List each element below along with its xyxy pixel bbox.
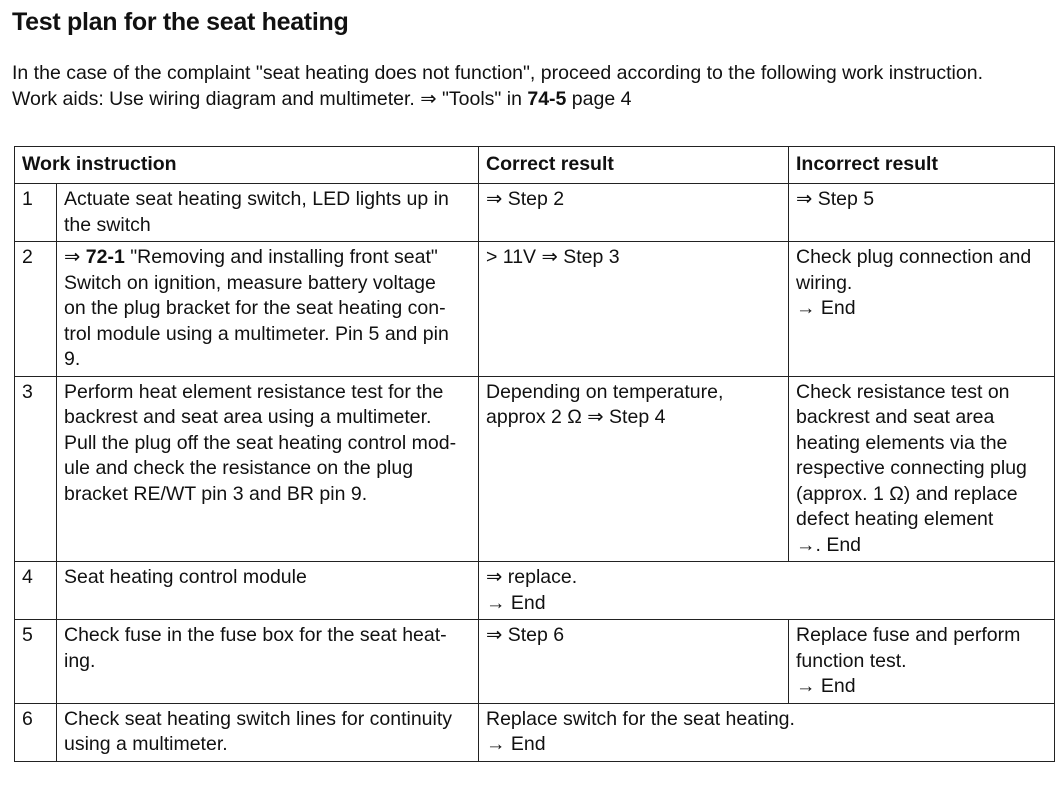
result-line: Check plug connection and	[796, 246, 1032, 268]
result-line: approx 2 Ω ⇒ Step 4	[486, 406, 666, 428]
intro-line-2-pre: Work aids: Use wiring diagram and multimeter. ⇒ "Tools" in	[12, 88, 528, 110]
result-line: (approx. 1 Ω) and replace	[796, 482, 1018, 505]
step-number: 6	[15, 703, 57, 761]
table-row	[15, 562, 1055, 620]
table-header-row	[15, 147, 1055, 184]
step-number: 4	[15, 562, 57, 620]
result-line: defect heating element	[796, 508, 994, 530]
result-line: wiring.	[796, 271, 853, 294]
instruction-line: Check seat heating switch lines for continuity	[64, 707, 453, 730]
intro-line-1: In the case of the complaint "seat heating does not function", proceed according to the following work instruction.	[12, 62, 984, 84]
work-instruction-cell	[57, 562, 479, 620]
instruction-line: ing.	[64, 649, 96, 672]
work-instruction-cell	[57, 184, 479, 242]
incorrect-result-cell	[789, 184, 1055, 242]
result-line: Check resistance test on	[796, 380, 1010, 403]
repair-group-ref: 72-1	[85, 246, 125, 268]
work-instruction-cell	[57, 376, 479, 562]
incorrect-result-cell	[789, 242, 1055, 377]
instruction-line: Perform heat element resistance test for the	[64, 380, 444, 403]
result-line: → End	[796, 297, 856, 319]
result-line: ⇒ Step 5	[796, 188, 875, 210]
intro-line-2	[12, 86, 1057, 112]
result-line: →. End	[796, 533, 862, 556]
instruction-line: Check fuse in the fuse box for the seat heat-	[64, 624, 447, 646]
correct-result-cell	[479, 184, 789, 242]
ref-arrow: ⇒	[64, 246, 86, 268]
instruction-line: Actuate seat heating switch, LED lights up in	[64, 188, 449, 210]
instruction-line: Switch on ignition, measure battery voltage	[64, 271, 436, 294]
correct-result-cell	[479, 376, 789, 562]
ref-title: "Removing and installing front seat"	[124, 246, 438, 268]
incorrect-result-cell	[789, 620, 1055, 704]
step-number: 1	[15, 184, 57, 242]
instruction-line: backrest and seat area using a multimeter.	[64, 406, 432, 428]
instruction-line: on the plug bracket for the seat heating con-	[64, 297, 446, 319]
header-incorrect-result: Incorrect result	[789, 147, 1055, 184]
correct-result-cell	[479, 620, 789, 704]
table-row	[15, 184, 1055, 242]
work-instruction-cell	[57, 242, 479, 377]
instruction-line	[64, 245, 471, 271]
header-work-instruction: Work instruction	[15, 147, 479, 184]
instruction-line: Seat heating control module	[64, 566, 307, 588]
instruction-line: the switch	[64, 213, 151, 236]
instruction-line: Pull the plug off the seat heating control mod-	[64, 431, 457, 454]
instruction-line: using a multimeter.	[64, 733, 228, 755]
step-number: 2	[15, 242, 57, 377]
table-row	[15, 703, 1055, 761]
result-line: → End	[486, 591, 546, 614]
result-line: ⇒ Step 2	[486, 188, 565, 210]
merged-result-cell	[479, 562, 1055, 620]
instruction-line: ule and check the resistance on the plug	[64, 457, 414, 479]
intro-tools-ref: 74-5	[527, 88, 567, 110]
table-row	[15, 620, 1055, 704]
test-plan-table	[14, 146, 1055, 762]
intro-text	[12, 60, 1057, 112]
step-number: 5	[15, 620, 57, 704]
merged-result-cell	[479, 703, 1055, 761]
table-row	[15, 376, 1055, 562]
instruction-line: 9.	[64, 348, 81, 370]
result-line: heating elements via the	[796, 431, 1008, 454]
result-line: backrest and seat area	[796, 406, 995, 428]
result-line: function test.	[796, 649, 907, 672]
correct-result-cell	[479, 242, 789, 377]
step-number: 3	[15, 376, 57, 562]
instruction-line: trol module using a multimeter. Pin 5 and pin	[64, 322, 449, 345]
result-line: ⇒ replace.	[486, 566, 578, 588]
result-line: Replace fuse and perform	[796, 624, 1021, 646]
header-correct-result: Correct result	[479, 147, 789, 184]
instruction-line: bracket RE/WT pin 3 and BR pin 9.	[64, 482, 368, 505]
work-instruction-cell	[57, 703, 479, 761]
result-line: > 11V ⇒ Step 3	[486, 246, 620, 268]
result-line: → End	[486, 733, 546, 755]
result-line: → End	[796, 675, 856, 697]
result-line: Depending on temperature,	[486, 380, 724, 403]
result-line: respective connecting plug	[796, 457, 1027, 479]
page-title: Test plan for the seat heating	[12, 8, 349, 36]
result-line: ⇒ Step 6	[486, 624, 565, 646]
result-line: Replace switch for the seat heating.	[486, 707, 795, 730]
incorrect-result-cell	[789, 376, 1055, 562]
table-row	[15, 242, 1055, 377]
intro-line-2-post: page 4	[566, 88, 632, 110]
work-instruction-cell	[57, 620, 479, 704]
